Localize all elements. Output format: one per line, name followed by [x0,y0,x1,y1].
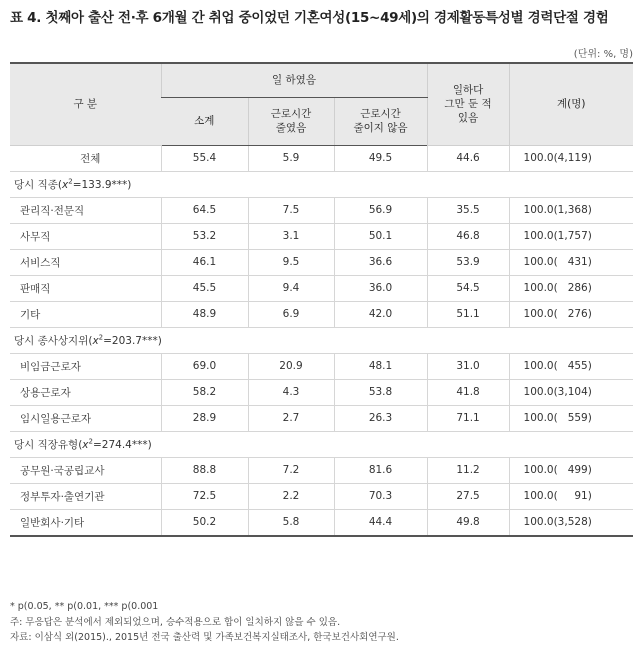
cell-hours-not-reduced: 56.9 [334,197,427,223]
cell-hours-not-reduced: 36.6 [334,249,427,275]
row-label: 일반회사·기타 [10,509,161,536]
cell-hours-reduced: 7.2 [248,457,334,483]
footnote-significance: * p(0.05, ** p(0.01, *** p(0.001 [10,601,159,612]
cell-hours-not-reduced: 81.6 [334,457,427,483]
section-label-text: 당시 직장유형( [14,438,83,451]
cell-subtotal: 69.0 [161,353,248,379]
header-quit [427,63,509,145]
section-label [10,327,633,353]
cell-quit: 51.1 [427,301,509,327]
cell-subtotal: 28.9 [161,405,248,431]
cell-total: 100.0(4,119) [509,145,633,171]
cell-subtotal: 45.5 [161,275,248,301]
cell-total: 100.0(3,528) [509,509,633,536]
section-row [10,327,633,353]
header-category: 구 분 [10,63,161,145]
header-worked: 일 하였음 [161,63,427,97]
cell-total: 100.0(3,104) [509,379,633,405]
header-hours-not-reduced [334,97,427,145]
table-row [10,275,633,301]
header-quit-line1: 일하다 [452,83,484,96]
header-quit-line2: 그만 둔 적 [444,98,492,111]
table-header [10,63,633,145]
row-label: 공무원·국공립교사 [10,457,161,483]
chi-square-symbol: x [62,178,69,191]
table-row [10,301,633,327]
cell-subtotal: 72.5 [161,483,248,509]
row-label: 관리직·전문직 [10,197,161,223]
row-label: 서비스직 [10,249,161,275]
table-title: 표 4. 첫째아 출산 전·후 6개월 간 취업 중이었던 기혼여성(15~49세)의 경제활동특성별 경력단절 경험 [10,10,609,26]
cell-hours-reduced: 7.5 [248,197,334,223]
table-row [10,145,633,171]
table-row [10,223,633,249]
table-row [10,457,633,483]
chi-square-exponent: 2 [68,177,73,185]
cell-hours-not-reduced: 49.5 [334,145,427,171]
header-subtotal: 소계 [161,97,248,145]
cell-subtotal: 55.4 [161,145,248,171]
table-row [10,405,633,431]
section-label-text: 당시 종사상지위( [14,334,93,347]
cell-subtotal: 46.1 [161,249,248,275]
header-total: 계(명) [509,63,633,145]
section-statistic: =203.7***) [103,334,162,347]
cell-quit: 11.2 [427,457,509,483]
header-hours-reduced [248,97,334,145]
row-label: 임시일용근로자 [10,405,161,431]
table-body [10,145,633,536]
cell-hours-reduced: 3.1 [248,223,334,249]
cell-quit: 54.5 [427,275,509,301]
table-row [10,197,633,223]
header-hours-reduced-line1: 근로시간 [270,107,312,120]
row-label: 판매직 [10,275,161,301]
chi-square-exponent: 2 [98,333,104,341]
section-label [10,171,633,197]
cell-subtotal: 53.2 [161,223,248,249]
cell-hours-reduced: 6.9 [248,301,334,327]
row-label: 기타 [10,301,161,327]
cell-hours-reduced: 5.8 [248,509,334,536]
section-row [10,431,633,457]
section-row [10,171,633,197]
cell-subtotal: 88.8 [161,457,248,483]
header-hours-not-reduced-line2: 줄이지 않음 [353,122,408,134]
header-quit-line3: 있음 [457,112,479,125]
cell-quit: 71.1 [427,405,509,431]
cell-hours-not-reduced: 53.8 [334,379,427,405]
row-label: 비임금근로자 [10,353,161,379]
section-statistic: =133.9***) [72,178,132,191]
cell-total: 100.0(1,757) [509,223,633,249]
row-label: 전체 [10,145,161,171]
cell-subtotal: 48.9 [161,301,248,327]
cell-quit: 46.8 [427,223,509,249]
unit-label: (단위: %, 명) [573,49,633,60]
cell-quit: 35.5 [427,197,509,223]
table-row [10,483,633,509]
table-row [10,353,633,379]
section-label [10,431,633,457]
cell-hours-reduced: 20.9 [248,353,334,379]
cell-total: 100.0(1,368) [509,197,633,223]
cell-total: 100.0( 431) [509,249,633,275]
cell-quit: 49.8 [427,509,509,536]
cell-hours-not-reduced: 70.3 [334,483,427,509]
cell-hours-not-reduced: 44.4 [334,509,427,536]
row-label: 정부투자·출연기관 [10,483,161,509]
cell-quit: 44.6 [427,145,509,171]
cell-total: 100.0( 559) [509,405,633,431]
header-hours-reduced-line2: 줄였음 [275,122,307,134]
cell-quit: 27.5 [427,483,509,509]
cell-hours-not-reduced: 26.3 [334,405,427,431]
chi-square-symbol: x [82,438,89,451]
cell-hours-not-reduced: 50.1 [334,223,427,249]
section-statistic: =274.4***) [92,438,152,451]
cell-hours-reduced: 4.3 [248,379,334,405]
row-label: 상용근로자 [10,379,161,405]
cell-subtotal: 64.5 [161,197,248,223]
cell-quit: 41.8 [427,379,509,405]
cell-quit: 53.9 [427,249,509,275]
data-table [10,62,633,537]
cell-total: 100.0( 286) [509,275,633,301]
table-row [10,249,633,275]
footnote-note: 주: 무응답은 분석에서 제외되었으며, 승수적용으로 합이 일치하지 않을 수 있음. [10,616,341,628]
footnotes [10,599,399,646]
cell-total: 100.0( 455) [509,353,633,379]
cell-total: 100.0( 91) [509,483,633,509]
cell-total: 100.0( 276) [509,301,633,327]
row-label: 사무직 [10,223,161,249]
cell-hours-not-reduced: 36.0 [334,275,427,301]
cell-quit: 31.0 [427,353,509,379]
cell-hours-not-reduced: 42.0 [334,301,427,327]
cell-hours-reduced: 2.7 [248,405,334,431]
chi-square-symbol: x [92,334,99,347]
table-row [10,509,633,536]
cell-hours-reduced: 2.2 [248,483,334,509]
chi-square-exponent: 2 [88,437,93,445]
cell-total: 100.0( 499) [509,457,633,483]
cell-hours-reduced: 9.4 [248,275,334,301]
section-label-text: 당시 직종( [14,178,63,191]
table-row [10,379,633,405]
cell-subtotal: 58.2 [161,379,248,405]
cell-hours-reduced: 5.9 [248,145,334,171]
cell-subtotal: 50.2 [161,509,248,536]
header-hours-not-reduced-line1: 근로시간 [360,107,401,120]
footnote-source: 자료: 이삼식 외(2015)., 2015년 전국 출산력 및 가족보건복지실태조사, 한국보건사회연구원. [10,632,399,643]
cell-hours-not-reduced: 48.1 [334,353,427,379]
cell-hours-reduced: 9.5 [248,249,334,275]
